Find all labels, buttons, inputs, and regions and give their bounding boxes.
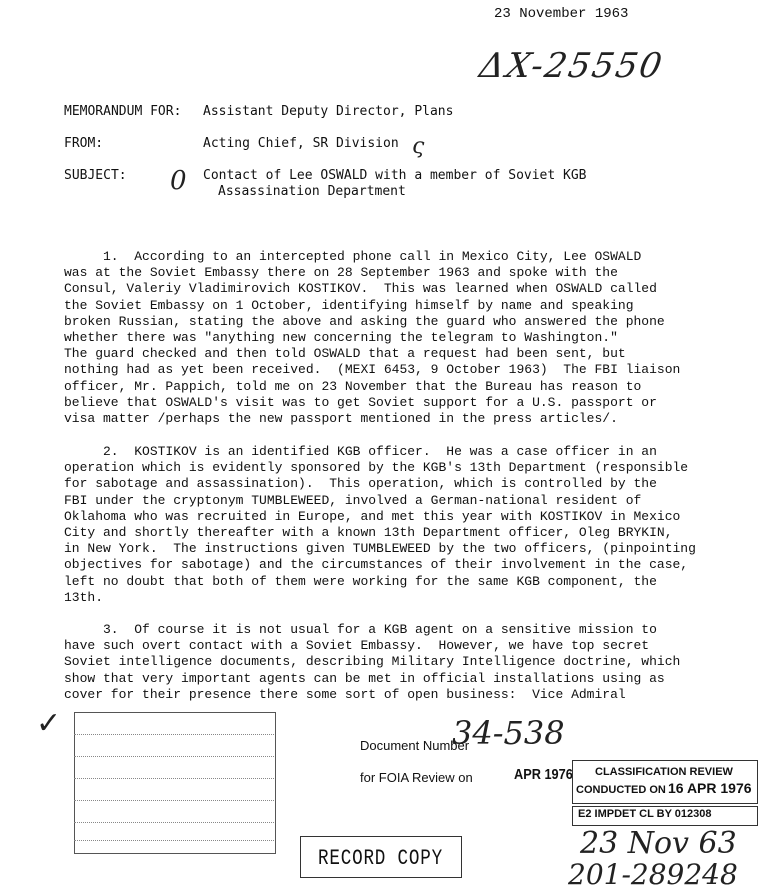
document-number-value: 34-538: [452, 714, 565, 752]
subject-label: SUBJECT:: [64, 168, 127, 183]
from-label: FROM:: [64, 136, 104, 151]
handwritten-check-mark: ✓: [36, 706, 62, 741]
classification-review-title: CLASSIFICATION REVIEW: [595, 766, 733, 778]
paragraph-1: 1. According to an intercepted phone call in Mexico City, Lee OSWALD was at the Soviet Embassy there on 28 September 1963 and spoke with the Consul, Valeriy Vladimirovich KOSTIKOV. This was learned when OSWALD called the Soviet Embassy on 1 October, identifying himself by name and speaking broken Russian, stating the above and asking the guard who answered the phone whether there was "anything new concerning the telegram to Washington." The guard checked and then told OSWALD that a request had been sent, but nothing had as yet been received. (MEXI 6453, 9 October 1963) The FBI liaison officer, Mr. Pappich, told me on 23 November that the Bureau has reason to believe that OSWALD's visit was to get Soviet support for a U.S. passport or visa matter /perhaps the new passport mentioned in the press articles/.: [64, 249, 681, 427]
foia-review-date: APR 1976: [514, 766, 573, 783]
handwritten-date: 23 Nov 63: [580, 826, 737, 861]
handwritten-file-number: 201-289248: [568, 858, 738, 891]
classification-review-date: 16 APR 1976: [668, 780, 752, 796]
memo-date: 23 November 1963: [494, 6, 629, 22]
document-number-label: Document Number: [360, 738, 470, 753]
form-line: [74, 800, 274, 801]
form-line: [74, 734, 274, 735]
impdet-text: E2 IMPDET CL BY 012308: [578, 808, 712, 820]
form-line: [74, 778, 274, 779]
paragraph-2: 2. KOSTIKOV is an identified KGB officer. He was a case officer in an operation which is evidently sponsored by the KGB's 13th Department (responsible for sabotage and assassination). This operation, which is controlled by the FBI under the cryptonym TUMBLEWEED, involved a German-national resident of Oklahoma who was recruited in Europe, and met this year with KOSTIKOV in Mexico City and shortly thereafter with a known 13th Department officer, Oleg BRYKIN, in New York. The instructions given TUMBLEWEED by the two officers, (pinpointing objectives for sabotage) and the circumstances of their involvement in the case, left no doubt that both of them were working for the same KGB component, the 13th.: [64, 444, 696, 605]
foia-review-label: for FOIA Review on: [360, 770, 473, 785]
handwritten-reference: ΔX-25550: [476, 46, 667, 86]
subject-line-2: Assassination Department: [218, 184, 406, 199]
record-copy-text: RECORD COPY: [318, 846, 443, 871]
handwritten-circle-mark: 0: [170, 166, 187, 196]
from-value: Acting Chief, SR Division: [203, 136, 399, 151]
memo-for-value: Assistant Deputy Director, Plans: [203, 104, 454, 119]
memo-for-label: MEMORANDUM FOR:: [64, 104, 182, 119]
subject-line-1: Contact of Lee OSWALD with a member of Soviet KGB: [203, 168, 587, 183]
form-line: [74, 840, 274, 841]
classification-conducted-label: CONDUCTED ON: [576, 784, 666, 796]
form-line: [74, 822, 274, 823]
handwritten-initial-mark: ς: [412, 134, 425, 159]
paragraph-3: 3. Of course it is not usual for a KGB agent on a sensitive mission to have such overt contact with a Soviet Embassy. However, we have top secret Soviet intelligence documents, describing Military Intelligence doctrine, which show that very important agents can be met in official installations using as cover for their presence there some sort of open business: Vice Admiral: [64, 622, 681, 702]
form-line: [74, 756, 274, 757]
